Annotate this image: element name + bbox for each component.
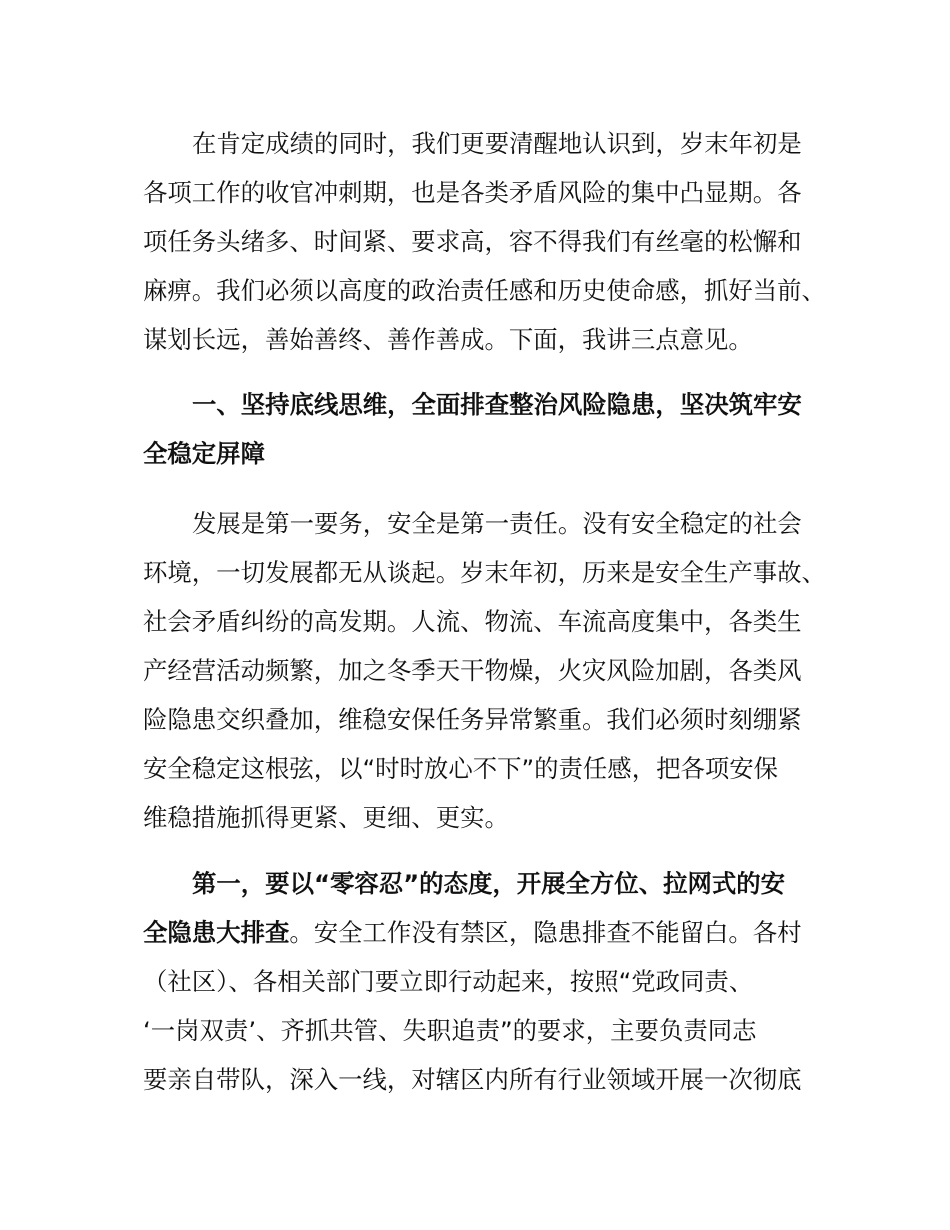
text-line: 麻痹。我们必须以高度的政治责任感和历史使命感，抓好当前、 — [143, 276, 826, 305]
text-line: 社会矛盾纠纷的高发期。人流、物流、车流高度集中，各类生 — [143, 607, 802, 636]
intro-paragraph — [143, 119, 826, 364]
text-line: 安全稳定这根弦，以“时时放心不下”的责任感，把各项安保 — [143, 754, 779, 783]
heading-line: 一、坚持底线思维，全面排查整治风险隐患，坚决筑牢安 — [192, 390, 802, 419]
text-line: 要亲自带队，深入一线，对辖区内所有行业领域开展一次彻底 — [143, 1065, 802, 1094]
text-line: 发展是第一要务，安全是第一责任。没有安全稳定的社会 — [192, 509, 802, 538]
point-one-paragraph — [143, 859, 823, 1104]
text-line: 产经营活动频繁，加之冬季天干物燥，火灾风险加剧，各类风 — [143, 656, 802, 685]
text-line: 各项工作的收官冲刺期，也是各类矛盾风险的集中凸显期。各 — [143, 178, 802, 207]
bold-lead-text: 全隐患大排查 — [143, 918, 290, 947]
text-line-bold: 第一，要以“零容忍”的态度，开展全方位、拉网式的安 — [192, 869, 786, 898]
section-heading — [143, 380, 823, 478]
text-line — [143, 908, 823, 957]
text-line: 在肯定成绩的同时，我们更要清醒地认识到，岁末年初是 — [192, 129, 802, 158]
text-line: 险隐患交织叠加，维稳安保任务异常繁重。我们必须时刻绷紧 — [143, 705, 802, 734]
text-line: ‘一岗双责’、齐抓共管、失职追责”的要求，主要负责同志 — [143, 1016, 757, 1045]
text-line: 项任务头绪多、时间紧、要求高，容不得我们有丝毫的松懈和 — [143, 227, 802, 256]
heading-line: 全稳定屏障 — [143, 439, 265, 468]
text-line: 谋划长远，善始善终、善作善成。下面，我讲三点意见。 — [143, 325, 753, 354]
body-paragraph — [143, 499, 826, 842]
text-line: （社区）、各相关部门要立即行动起来，按照“党政同责、 — [143, 967, 754, 996]
text-line: 维稳措施抓得更紧、更细、更实。 — [143, 803, 509, 832]
text-line: 环境，一切发展都无从谈起。岁末年初，历来是安全生产事故、 — [143, 558, 826, 587]
text-span: 。安全工作没有禁区，隐患排查不能留白。各村 — [289, 918, 802, 947]
